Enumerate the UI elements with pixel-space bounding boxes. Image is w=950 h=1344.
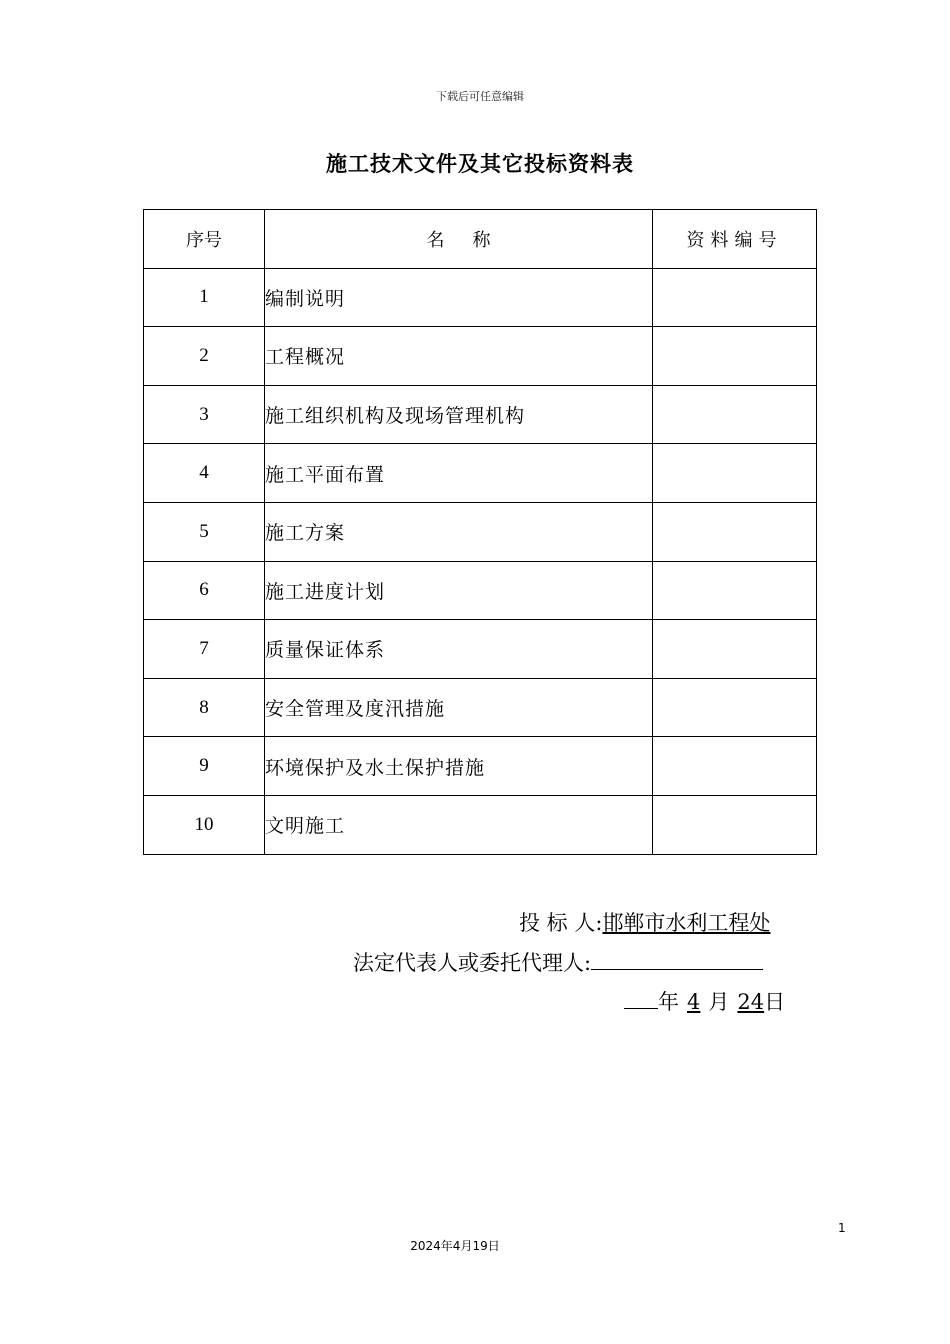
row-number: 6: [144, 561, 265, 620]
day-label: 日: [764, 990, 786, 1014]
header-note: 下载后可任意编辑: [436, 90, 524, 103]
page-number: 1: [838, 1221, 846, 1235]
row-code: [653, 795, 817, 854]
row-code: [653, 561, 817, 620]
header-seq: 序号: [144, 210, 265, 269]
day-value: 24: [737, 990, 765, 1014]
table-row: [144, 327, 817, 386]
row-code: [653, 737, 817, 796]
table-row: [144, 620, 817, 679]
table-row: [144, 561, 817, 620]
row-number: 3: [144, 385, 265, 444]
row-number: 5: [144, 502, 265, 561]
header-name: 名称: [265, 210, 653, 269]
row-name: 工程概况: [265, 327, 653, 386]
row-name: 施工进度计划: [265, 561, 653, 620]
row-name: 文明施工: [265, 795, 653, 854]
year-blank: [624, 988, 658, 1009]
row-number: 7: [144, 620, 265, 679]
table-row: [144, 385, 817, 444]
row-name: 环境保护及水土保护措施: [265, 737, 653, 796]
table-row: [144, 268, 817, 327]
materials-table: [143, 209, 817, 855]
table-header-row: [144, 210, 817, 269]
row-name: 编制说明: [265, 268, 653, 327]
table-row: [144, 737, 817, 796]
row-name: 施工组织机构及现场管理机构: [265, 385, 653, 444]
row-code: [653, 268, 817, 327]
header-code: 资料编号: [653, 210, 817, 269]
row-code: [653, 502, 817, 561]
row-number: 2: [144, 327, 265, 386]
year-label: 年: [658, 990, 679, 1014]
bidder-line: [519, 907, 770, 937]
row-number: 9: [144, 737, 265, 796]
row-code: [653, 678, 817, 737]
bidder-label: 投 标 人:: [519, 911, 603, 935]
footer-date: 2024年4月19日: [410, 1239, 500, 1253]
date-line: [624, 986, 785, 1016]
month-label: 月: [708, 990, 730, 1014]
row-name: 安全管理及度汛措施: [265, 678, 653, 737]
row-code: [653, 444, 817, 503]
representative-signature-blank: [591, 949, 763, 970]
table-row: [144, 444, 817, 503]
row-name: 施工平面布置: [265, 444, 653, 503]
row-name: 施工方案: [265, 502, 653, 561]
row-code: [653, 620, 817, 679]
representative-line: [353, 947, 763, 977]
representative-label: 法定代表人或委托代理人:: [353, 951, 592, 975]
month-value: 4: [687, 990, 701, 1014]
bidder-value: 邯郸市水利工程处: [602, 911, 771, 935]
row-number: 1: [144, 268, 265, 327]
row-code: [653, 327, 817, 386]
table-row: [144, 795, 817, 854]
row-number: 4: [144, 444, 265, 503]
document-title: 施工技术文件及其它投标资料表: [326, 151, 634, 176]
table-row: [144, 678, 817, 737]
row-code: [653, 385, 817, 444]
row-number: 10: [144, 795, 265, 854]
row-name: 质量保证体系: [265, 620, 653, 679]
row-number: 8: [144, 678, 265, 737]
table-row: [144, 502, 817, 561]
